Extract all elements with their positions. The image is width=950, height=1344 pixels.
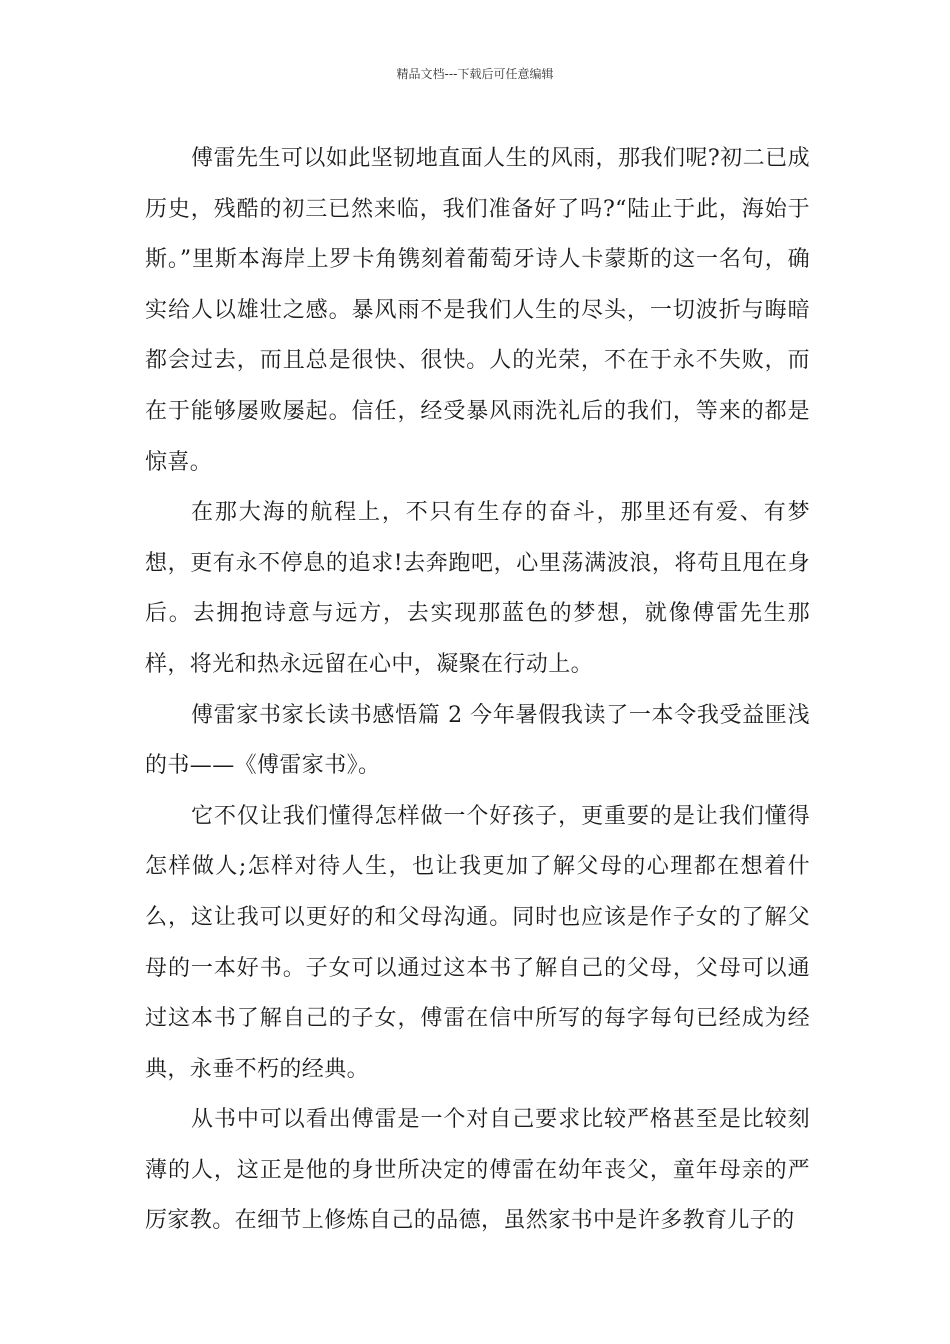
document-body [145, 134, 810, 1247]
paragraph-5: 从书中可以看出傅雷是一个对自己要求比较严格甚至是比较刻薄的人，这正是他的身世所决定的傅雷在幼年丧父，童年母亲的严厉家教。在细节上修炼自己的品德，虽然家书中是许多教育儿子的 [145, 1107, 810, 1234]
page-header: 精品文档---下载后可任意编辑 [396, 67, 554, 81]
paragraph-2: 在那大海的航程上，不只有生存的奋斗，那里还有爱、有梦想，更有永不停息的追求!去奔跑吧，心里荡满波浪，将苟且甩在身后。去拥抱诗意与远方，去实现那蓝色的梦想，就像傅雷先生那样，将光和热永远留在心中，凝聚在行动上。 [145, 500, 810, 677]
paragraph-1: 傅雷先生可以如此坚韧地直面人生的风雨，那我们呢?初二已成历史，残酷的初三已然来临，我们准备好了吗?“陆止于此，海始于斯。”里斯本海岸上罗卡角镌刻着葡萄牙诗人卡蒙斯的这一名句，确实给人以雄壮之感。暴风雨不是我们人生的尽头，一切波折与晦暗都会过去，而且总是很快、很快。人的光荣，不在于永不失败，而在于能够屡败屡起。信任，经受暴风雨洗礼后的我们，等来的都是惊喜。 [145, 146, 810, 475]
paragraph-3: 傅雷家书家长读书感悟篇 2 今年暑假我读了一本令我受益匪浅的书——《傅雷家书》。 [145, 702, 810, 779]
paragraph-4: 它不仅让我们懂得怎样做一个好孩子，更重要的是让我们懂得怎样做人;怎样对待人生，也让我更加了解父母的心理都在想着什么，这让我可以更好的和父母沟通。同时也应该是作子女的了解父母的一本好书。子女可以通过这本书了解自己的父母，父母可以通过这本书了解自己的子女，傅雷在信中所写的每字每句已经成为经典，永垂不朽的经典。 [145, 803, 810, 1082]
